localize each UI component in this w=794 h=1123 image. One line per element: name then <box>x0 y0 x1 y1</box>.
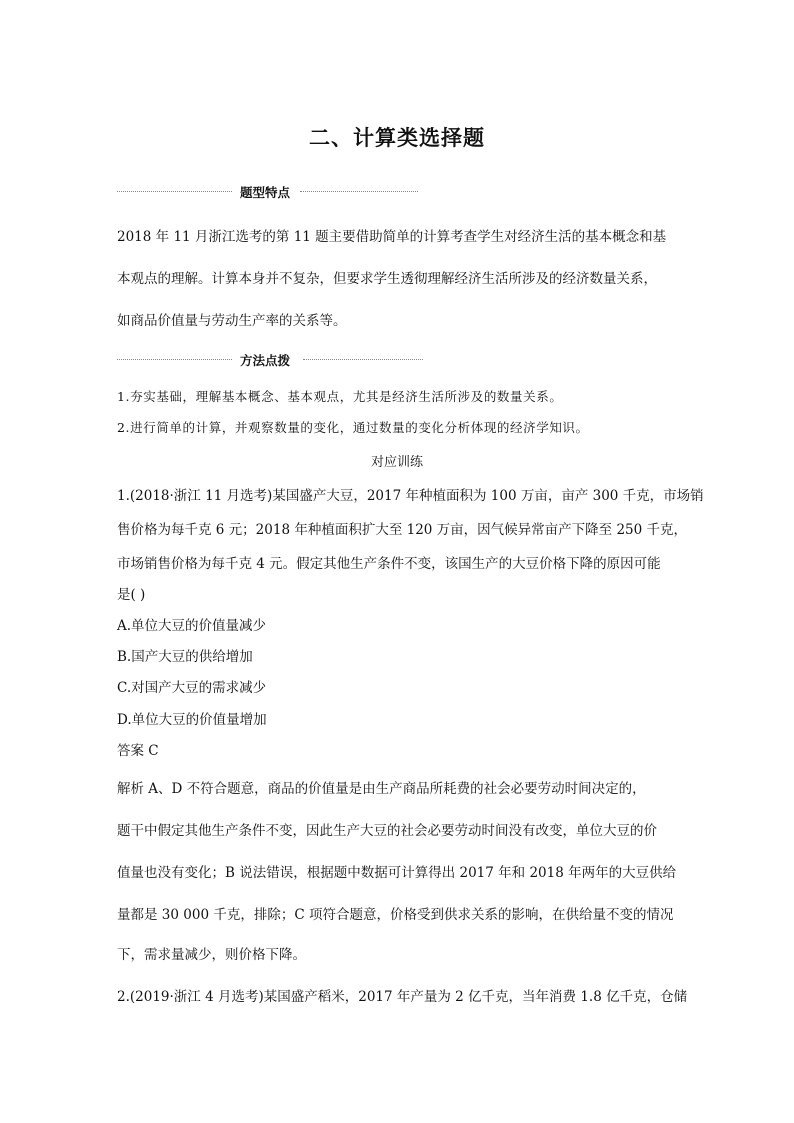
answer: 答案 C <box>117 743 159 759</box>
option-b: B.国产大豆的供给增加 <box>117 649 253 665</box>
question-line: 是( ) <box>117 587 146 603</box>
option-d: D.单位大豆的价值量增加 <box>117 712 267 728</box>
question-line: 1.(2018·浙江 11 月选考)某国盛产大豆，2017 年种植面积为 100 万亩，亩产 300 千克，市场销 <box>117 488 704 504</box>
section-label-methods: 方法点拨 <box>240 353 291 368</box>
analysis-line: 解析 A、D 不符合题意，商品的价值量是由生产商品所耗费的社会必要劳动时间决定的， <box>117 781 646 797</box>
training-heading: 对应训练 <box>370 455 423 470</box>
analysis-line: 题干中假定其他生产条件不变，因此生产大豆的社会必要劳动时间没有改变，单位大豆的价 <box>117 823 657 839</box>
method-point: 2.进行简单的计算，并观察数量的变化，通过数量的变化分析体现的经济学知识。 <box>117 420 589 435</box>
question-line: 售价格为每千克 6 元；2018 年种植面积扩大至 120 万亩，因气候异常亩产下降至 250 千克， <box>117 522 688 538</box>
section-divider-right <box>300 191 418 192</box>
section-divider-left <box>117 191 232 192</box>
section-divider-left <box>117 359 232 360</box>
question-line: 市场销售价格为每千克 4 元。假定其他生产条件不变，该国生产的大豆价格下降的原因可能 <box>117 556 661 572</box>
question-line: 2.(2019·浙江 4 月选考)某国盛产稻米，2017 年产量为 2 亿千克，当年消费 1.8 亿千克，仓储 <box>117 989 688 1005</box>
paragraph-line: 本观点的理解。计算本身并不复杂，但要求学生透彻理解经济生活所涉及的经济数量关系， <box>117 271 657 287</box>
method-point: 1.夯实基础，理解基本概念、基本观点，尤其是经济生活所涉及的数量关系。 <box>117 389 563 404</box>
analysis-line: 值量也没有变化；B 说法错误，根据题中数据可计算得出 2017 年和 2018 年两年的大豆供给 <box>117 865 677 881</box>
page-title: 二、计算类选择题 <box>309 126 485 150</box>
paragraph-line: 如商品价值量与劳动生产率的关系等。 <box>117 313 347 329</box>
analysis-line: 下，需求量减少，则价格下降。 <box>117 947 306 963</box>
analysis-line: 量都是 30 000 千克，排除；C 项符合题意，价格受到供求关系的影响，在供给量不变的情况 <box>117 907 674 923</box>
paragraph-line: 2018 年 11 月浙江选考的第 11 题主要借助简单的计算考查学生对经济生活的基本概念和基 <box>117 229 667 245</box>
section-label-features: 题型特点 <box>240 185 291 200</box>
option-c: C.对国产大豆的需求减少 <box>117 680 267 696</box>
section-divider-right <box>303 359 423 360</box>
option-a: A.单位大豆的价值量减少 <box>117 618 267 634</box>
